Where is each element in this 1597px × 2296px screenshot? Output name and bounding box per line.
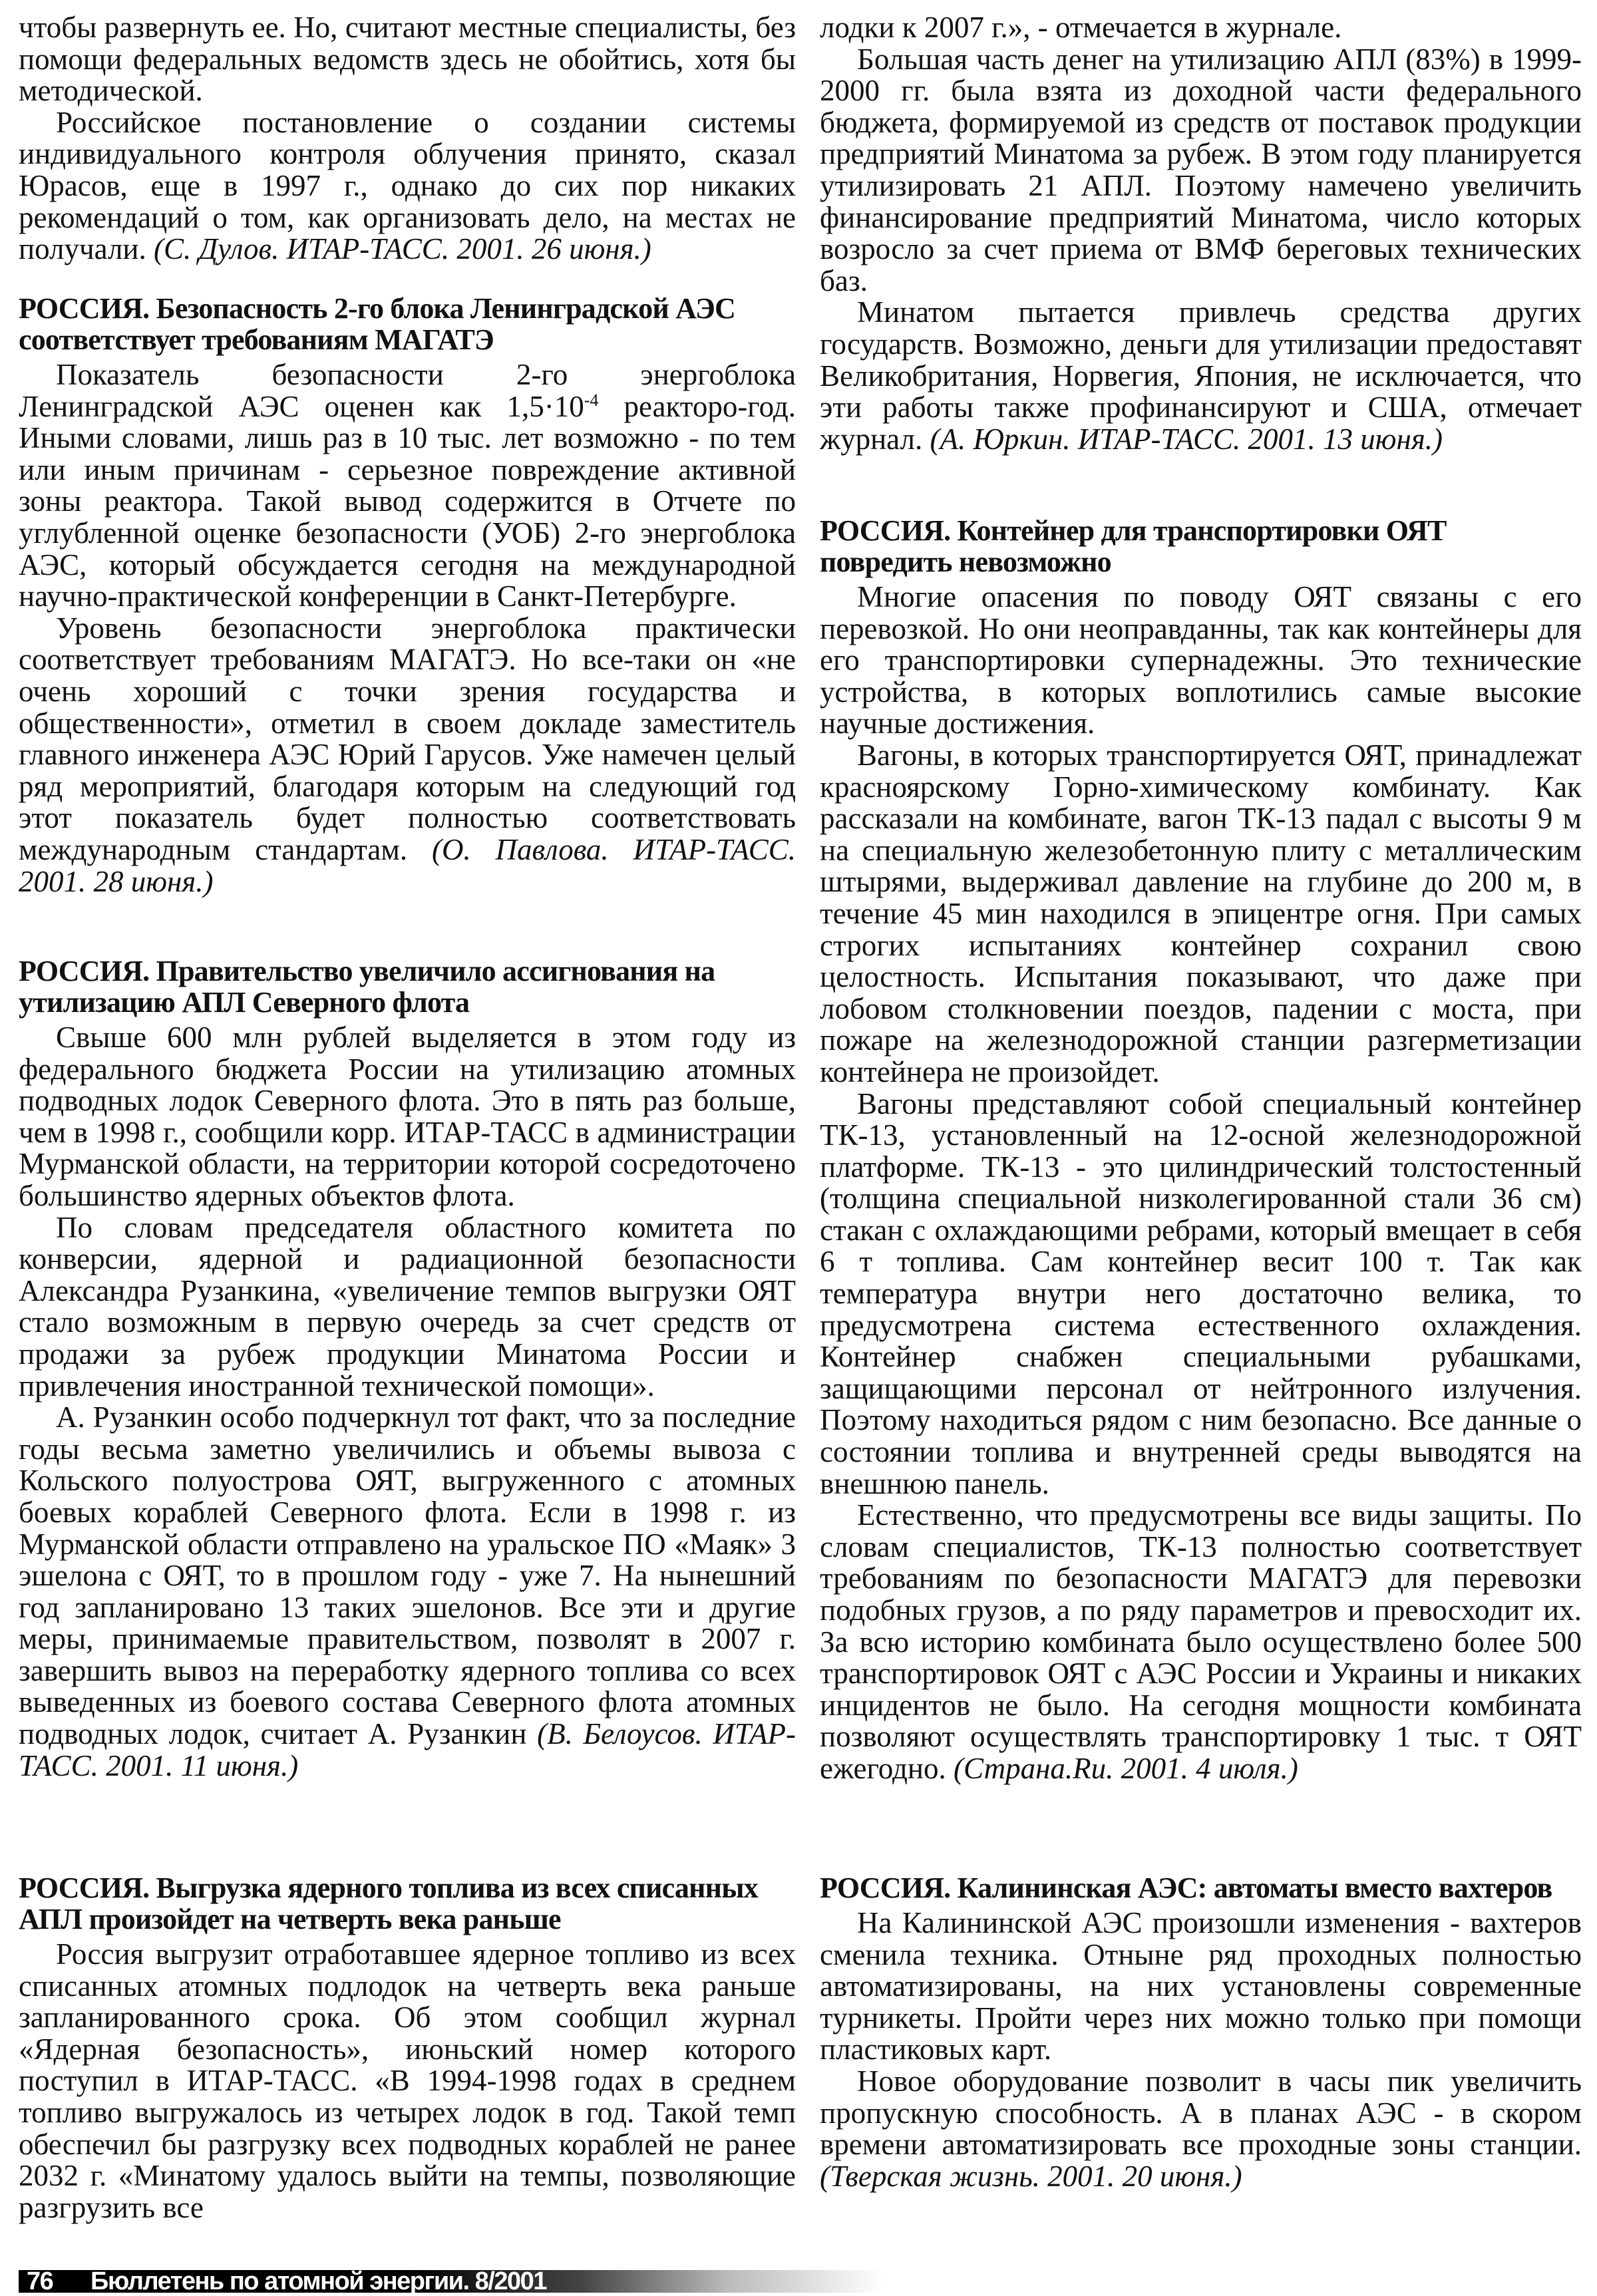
paragraph-text: Вагоны, в которых транспортируется ОЯТ, принадлежат красноярскому Горно-химическому комбинату. Как рассказали на комбинате, вагон ТК-13 падал с высоты 9 м на специальную железобетонную плиту с металлическим штырями, выдерживал давление на глубине до 200 м, в течение 45 мин находился в эпицентре огня. При самых строгих испытаниях контейнер сохранил свою целостность. Испытания показывают, что даже при лобовом столкновении поездов, падении с моста, при пожаре на железнодорожной станции разгерметизации контейнера не произойдет. (820, 738, 1582, 1088)
paragraph (19, 1212, 796, 1402)
paragraph (19, 613, 796, 898)
paragraph (820, 44, 1582, 297)
heading-title: Безопасность 2-го блока Ленинградской АЭС соответствует требованиям МАГАТЭ (19, 292, 735, 356)
paragraph (820, 2066, 1582, 2192)
paragraph (19, 1022, 796, 1212)
source-citation: (В. Белоусов. ИТАР-ТАСС. 2001. 11 июня.) (19, 1717, 796, 1782)
article-heading (19, 955, 796, 1018)
article-heading (820, 1872, 1582, 1903)
right-intro (820, 12, 1582, 455)
page-footer (19, 2267, 884, 2295)
article-leningrad-npp (19, 293, 796, 898)
article-submarine-funding (19, 955, 796, 1782)
paragraph (820, 740, 1582, 1088)
paragraph-text: А. Рузанкин особо подчеркнул тот факт, что за последние годы весьма заметно увеличились и объемы вывоза с Кольского полуострова ОЯТ, выгруженного с атомных боевых кораблей Северного флота. Если в 1998 г. из Мурманской области отправлено на уральское ПО «Маяк» 3 эшелона с ОЯТ, то в прошлом году - уже 7. На нынешний год запланировано 13 таких эшелонов. Все эти и другие меры, принимаемые правительством, позволят в 2007 г. завершить вывоз на переработку ядерного топлива со всех выведенных из боевого состава Северного флота атомных подводных лодок, считает А. Рузанкин (19, 1400, 796, 1751)
article-heading (19, 1872, 796, 1935)
article-kalinin-npp (820, 1872, 1582, 2192)
source-citation: (Страна.Ru. 2001. 4 июля.) (953, 1751, 1298, 1785)
paragraph-text: Россия выгрузит отработавшее ядерное топливо из всех списанных атомных подлодок на четверть века раньше запланированного срока. Об этом сообщил журнал «Ядерная безопасность», июньский номер которого поступил в ИТАР-ТАСС. «В 1994-1998 годах в среднем топливо выгружалось из четырех лодок в год. Такой темп обеспечил бы разгрузку всех подводных кораблей не ранее 2032 г. «Минатому удалось выйти на темпы, позволяющие разгрузить все (19, 1937, 796, 2224)
paragraph (19, 1402, 796, 1782)
paragraph-text: Минатом пытается привлечь средства других государств. Возможно, деньги для утилизации предоставят Великобритания, Норвегия, Япония, не исключается, что эти работы также профинансируют и США, отмечает журнал. (820, 295, 1582, 456)
paragraph (820, 12, 1582, 44)
paragraph (19, 359, 796, 613)
paragraph (19, 107, 796, 265)
heading-title: Калининская АЭС: автоматы вместо вахтеров (957, 1872, 1552, 1904)
heading-country: РОССИЯ. (19, 1872, 150, 1904)
paragraph-text: Большая часть денег на утилизацию АПЛ (83%) в 1999-2000 гг. была взята из доходной части федерального бюджета, формируемой из средств от поставок продукции предприятий Минатома за рубеж. В этом году планируется утилизировать 21 АПЛ. Поэтому намечено увеличить финансирование предприятий Минатома, число которых возросло за счет приема от ВМФ береговых технических баз. (820, 42, 1582, 297)
exponent: -4 (584, 390, 599, 410)
paragraph-text: По словам председателя областного комитета по конверсии, ядерной и радиационной безопасности Александра Рузанкина, «увеличение темпов выгрузки ОЯТ стало возможным в первую очередь за счет средств от продажи за рубеж продукции Минатома России и привлечения иностранной технической помощи». (19, 1210, 796, 1402)
source-citation: (Тверская жизнь. 2001. 20 июня.) (820, 2159, 1242, 2193)
paragraph (820, 1088, 1582, 1500)
paragraph-text: Многие опасения по поводу ОЯТ связаны с его перевозкой. Но они неоправданны, так как контейнеры для его транспортировки супернадежны. Это технические устройства, в которых воплотились самые высокие научные достижения. (820, 580, 1582, 740)
paragraph (820, 297, 1582, 455)
paragraph-text: Вагоны представляют собой специальный контейнер ТК-13, установленный на 12-осной железнодорожной платформе. ТК-13 - это цилиндрический толстостенный (толщина специальной низколегированной стали 36 см) стакан с охлаждающими ребрами, который вмещает в себя 6 т топлива. Сам контейнер весит 100 т. Так как температура внутри него достаточно велика, то предусмотрена система естественного охлаждения. Контейнер снабжен специальными рубашками, защищающими персонал от нейтронного излучения. Поэтому находиться рядом с ним безопасно. Все данные о состоянии топлива и внутренней среды выводятся на внешнюю панель. (820, 1086, 1582, 1500)
paragraph-text: лодки к 2007 г.», - отмечается в журнале. (820, 11, 1342, 44)
paragraph (820, 1907, 1582, 2066)
paragraph-text: Российское постановление о создании системы индивидуального контроля облучения принято, сказал Юрасов, еще в 1997 г., однако до сих пор никаких рекомендаций о том, как организовать дело, на местах не получали. (19, 105, 796, 266)
paragraph (19, 12, 796, 107)
article-heading (19, 293, 796, 355)
heading-title: Выгрузка ядерного топлива из всех списанных АПЛ произойдет на четверть века раньше (19, 1872, 758, 1935)
heading-country: РОССИЯ. (19, 955, 150, 987)
paragraph-text: На Калининской АЭС произошли изменения - вахтеров сменила техника. Отныне ряд проходных полностью автоматизированы, на них установлены современные турникеты. Пройти через них можно только при помощи пластиковых карт. (820, 1906, 1582, 2066)
source-citation: (А. Юркин. ИТАР-ТАСС. 2001. 13 июня.) (930, 422, 1443, 456)
journal-title: Бюллетень по атомной энергии. 8/2001 (90, 2267, 546, 2295)
paragraph (19, 1939, 796, 2223)
heading-title: Правительство увеличило ассигнования на утилизацию АПЛ Северного флота (19, 955, 715, 1019)
article-fuel-unloading (19, 1872, 796, 2223)
paragraph-text: реакторо-год. Иными словами, лишь раз в 10 тыс. лет возможно - по тем или иным причинам - серьезное повреждение активной зоны реактора. Такой вывод содержится в Отчете по углубленной оценке безопасности (УОБ) 2-го энергоблока АЭС, который обсуждается сегодня на международной научно-практической конференции в Санкт-Петербурге. (19, 389, 796, 613)
source-citation: (С. Дулов. ИТАР-ТАСС. 2001. 26 июня.) (153, 232, 651, 266)
heading-country: РОССИЯ. (820, 514, 951, 547)
paragraph-text: Новое оборудование позволит в часы пик увеличить пропускную способность. А в планах АЭС - в скором времени автоматизировать все проходные зоны станции. (820, 2064, 1582, 2162)
paragraph-text: Уровень безопасности энергоблока практически соответствует требованиям МАГАТЭ. Но все-таки он «не очень хороший с точки зрения государства и общественности», отметил в своем докладе заместитель главного инженера АЭС Юрий Гарусов. Уже намечен целый ряд мероприятий, благодаря которым на следующий год этот показатель будет полностью соответствовать международным стандартам. (19, 611, 796, 866)
heading-country: РОССИЯ. (820, 1872, 951, 1904)
article-transport-container (820, 515, 1582, 1785)
paragraph-text: Естественно, что предусмотрены все виды защиты. По словам специалистов, ТК-13 полностью соответствует требованиям по безопасности МАГАТЭ для перевозки подобных грузов, а по ряду параметров и превосходит их. За всю историю комбината было осуществлено более 500 транспортировок ОЯТ с АЭС России и Украины и никаких инцидентов не было. На сегодня мощности комбината позволяют осуществлять транспортировку 1 тыс. т ОЯТ ежегодно. (820, 1498, 1582, 1785)
page-number: 76 (27, 2267, 53, 2295)
paragraph-text: Свыше 600 млн рублей выделяется в этом году из федерального бюджета России на утилизацию атомных подводных лодок Северного флота. Это в пять раз больше, чем в 1998 г., сообщили корр. ИТАР-ТАСС в администрации Мурманской области, на территории которой сосредоточено большинство ядерных объектов флота. (19, 1021, 796, 1212)
paragraph-text: чтобы развернуть ее. Но, считают местные специалисты, без помощи федеральных ведомств здесь не обойтись, хотя бы методической. (19, 11, 796, 108)
source-citation: (О. Павлова. ИТАР-ТАСС. 2001. 28 июня.) (19, 832, 796, 898)
article-heading (820, 515, 1582, 577)
heading-country: РОССИЯ. (19, 292, 150, 325)
paragraph (820, 581, 1582, 740)
paragraph (820, 1500, 1582, 1784)
heading-title: Контейнер для транспортировки ОЯТ повредить невозможно (820, 514, 1447, 578)
paragraph-text: Показатель безопасности 2-го энергоблока Ленинградской АЭС оценен как 1,5·10 (19, 358, 796, 423)
left-intro (19, 12, 796, 265)
